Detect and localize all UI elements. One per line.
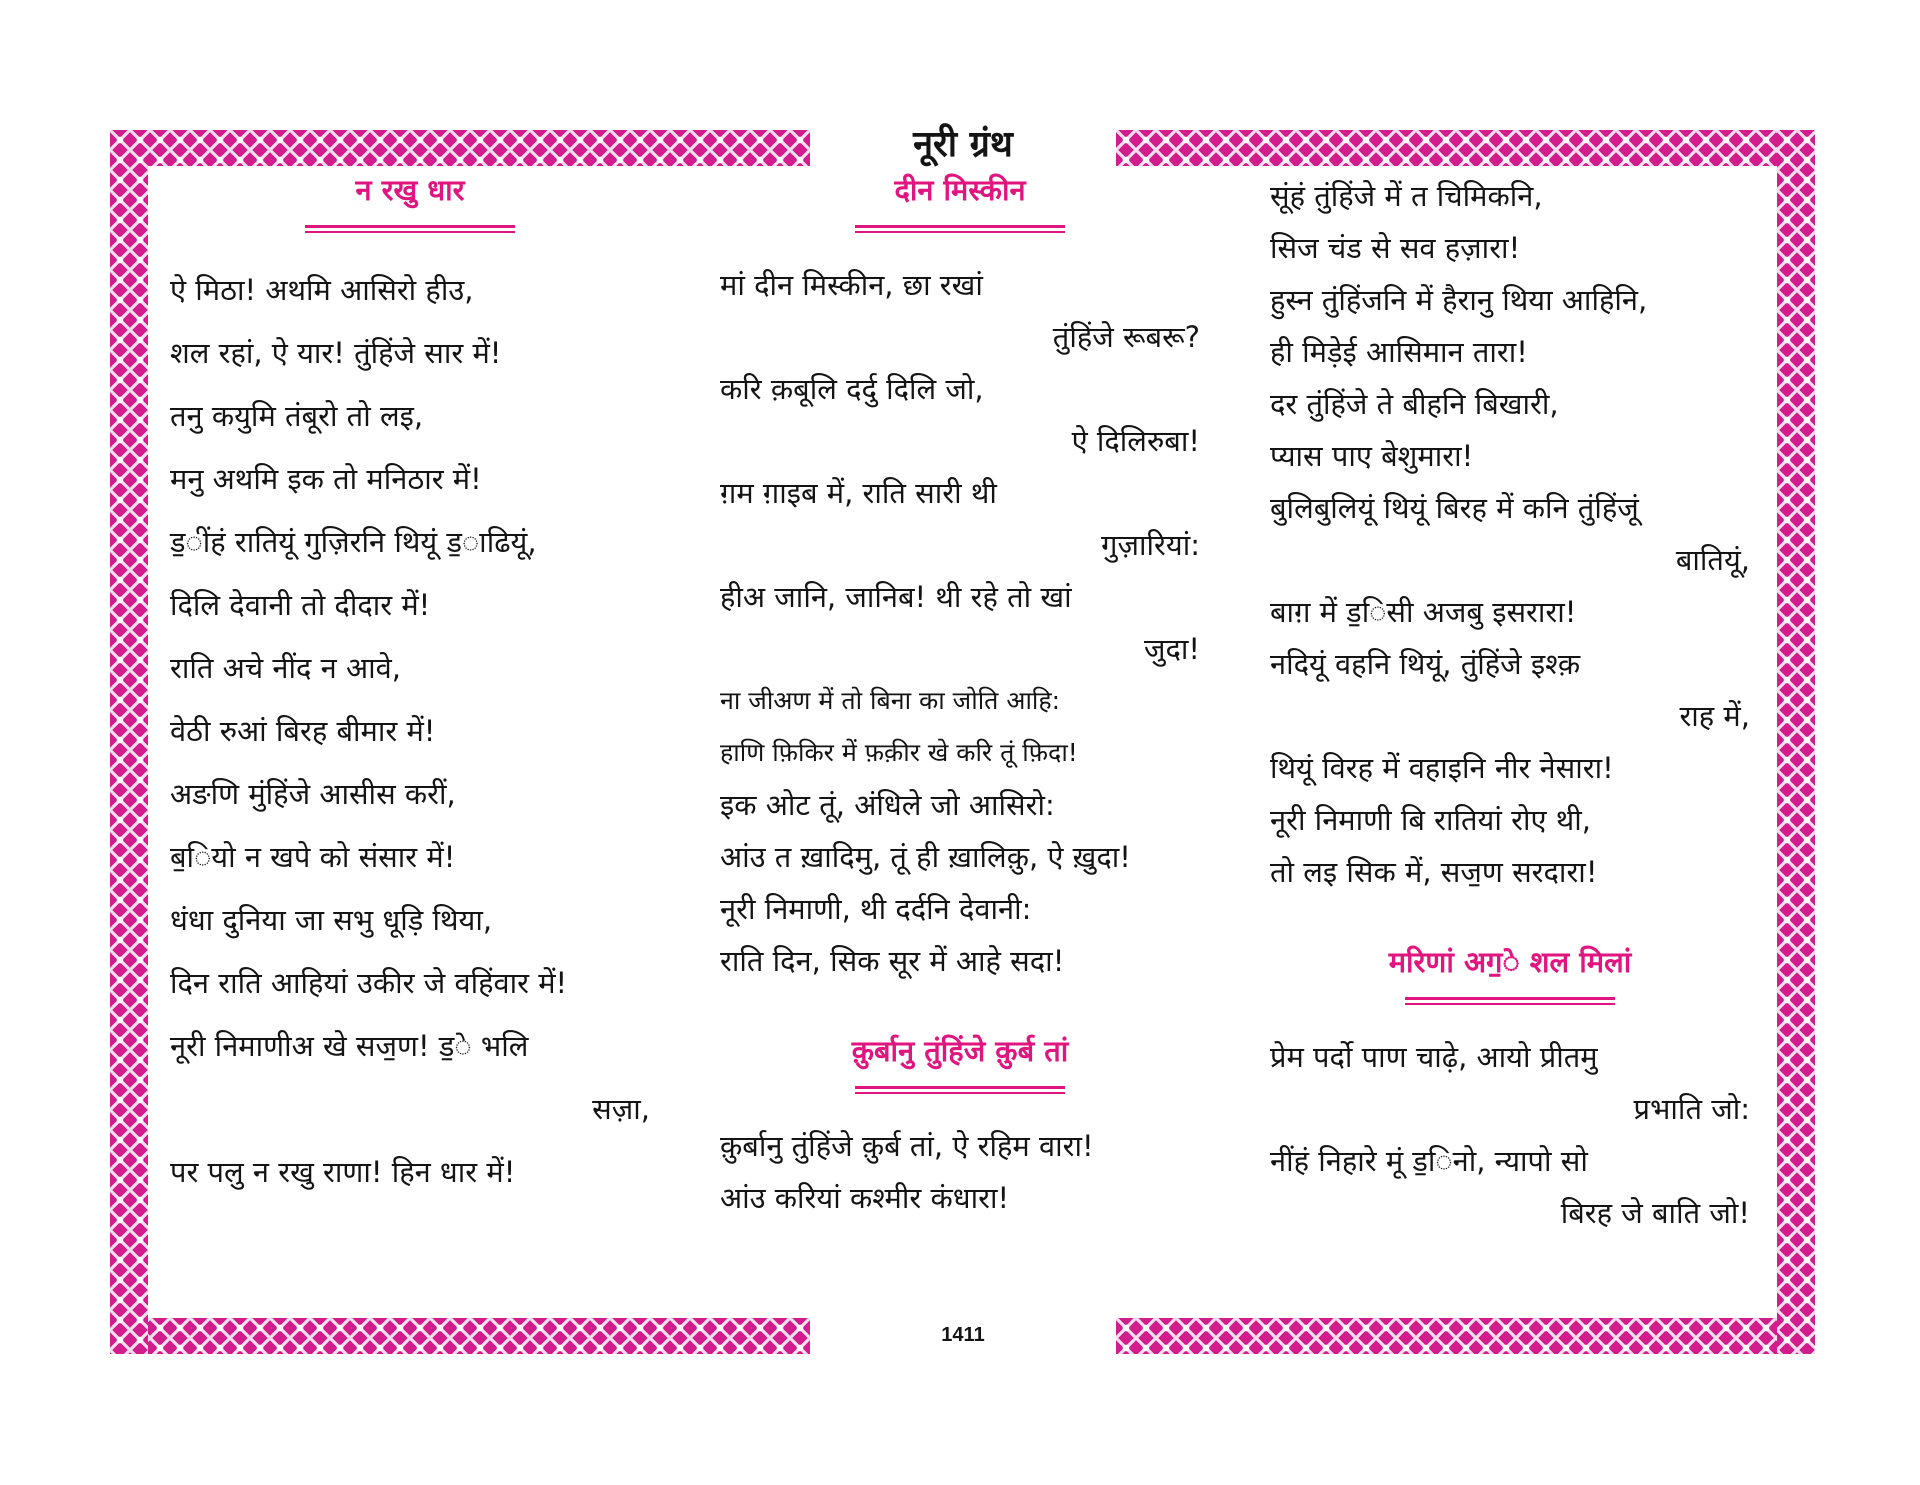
verse-line-continuation: बातियूं, <box>1675 543 1750 577</box>
verse-line: आंउ त ख़ादिमु, तूं ही ख़ालिक़ु, ऐ ख़ुदा! <box>720 840 1131 874</box>
decorative-border-top-left <box>110 130 810 166</box>
page-number: 1411 <box>941 1324 985 1346</box>
verse-line: ब॒ियो न खपे को संसार में! <box>170 840 456 874</box>
verse-line-continuation: बिरह जे बाति जो! <box>1560 1196 1750 1230</box>
verse-line: सूंहं तुंहिंजे में त चिमिकनि, <box>1270 179 1543 213</box>
verse-line: हुस्न तुंहिंजनि में हैरानु थिया आहिनि, <box>1270 283 1648 317</box>
title-underline <box>855 1086 1065 1094</box>
poem-title-1: न रखु धार <box>355 173 465 207</box>
verse-line: शल रहां, ऐ यार! तुंहिंजे सार में! <box>170 336 502 370</box>
verse-line: राति अचे नींद न आवे, <box>170 651 401 685</box>
verse-line: आंउ करियां कश्मीर कंधारा! <box>720 1181 1010 1215</box>
poem-title-4: मरिणां अग॒े शल मिलां <box>1388 945 1632 979</box>
decorative-border-left <box>110 130 148 1354</box>
verse-line: प्रेम पर्दो पाण चाढ़े, आयो प्रीतमु <box>1270 1040 1598 1074</box>
verse-line: तो लइ सिक में, सज॒ण सरदारा! <box>1270 855 1598 889</box>
title-underline <box>305 225 515 233</box>
verse-line: ही मिड़ेई आसिमान तारा! <box>1270 335 1528 369</box>
verse-line: इक ओट तूं, अंधिले जो आसिरो: <box>720 788 1055 822</box>
verse-line: तनु कयुमि तंबूरो तो लइ, <box>170 399 424 433</box>
poem-column-3 <box>1270 170 1750 1239</box>
verse-line-continuation: सज़ा, <box>592 1092 650 1126</box>
verse-line: ऐ मिठा! अथमि आसिरो हीउ, <box>170 273 474 307</box>
poem-title-3: क़ुर्बानु तुंहिंजे क़ुर्ब तां <box>851 1034 1069 1068</box>
verse-line: थियूं विरह में वहाइनि नीर नेसारा! <box>1270 751 1614 785</box>
verse-line: हाणि फ़िकिर में फ़क़ीर खे करि तूं फ़िदा! <box>720 738 1078 767</box>
verse-line: नींहं निहारे मूं ड॒िनो, न्यापो सो <box>1270 1144 1588 1178</box>
verse-line: ग़म ग़ाइब में, राति सारी थी <box>720 476 997 510</box>
verse-line-continuation: जुदा! <box>1143 632 1200 666</box>
verse-line-continuation: राह में, <box>1679 699 1750 733</box>
verse-line: दर तुंहिंजे ते बीहनि बिखारी, <box>1270 387 1559 421</box>
verse-line-continuation: प्रभाति जो: <box>1633 1092 1750 1126</box>
verse-line: दिलि देवानी तो दीदार में! <box>170 588 431 622</box>
verse-line: बुलिबुलियूं थियूं बिरह में कनि तुंहिंजूं <box>1270 491 1639 525</box>
verse-line: राति दिन, सिक सूर में आहे सदा! <box>720 944 1065 978</box>
verse-line: नदियूं वहनि थियूं, तुंहिंजे इश्क़ <box>1270 647 1581 681</box>
verse-line: मां दीन मिस्कीन, छा रखां <box>720 268 983 302</box>
verse-line: ना जीअण में तो बिना का जोति आहि: <box>720 686 1061 715</box>
verse-line: करि क़बूलि दर्दु दिलि जो, <box>720 372 984 406</box>
verse-line-continuation: तुंहिंजे रूबरू? <box>1052 320 1200 354</box>
verse-line: नूरी निमाणीअ खे सज॒ण! ड॒े भलि <box>170 1029 529 1063</box>
decorative-border-bottom-right <box>1116 1318 1815 1354</box>
verse-line-continuation: ऐ दिलिरुबा! <box>1071 424 1200 458</box>
verse-line: नूरी निमाणी, थी दर्दनि देवानी: <box>720 892 1032 926</box>
verse-line: अङणि मुंहिंजे आसीस करीं, <box>170 777 456 811</box>
title-underline <box>1405 997 1615 1005</box>
verse-line: वेठी रुआं बिरह बीमार में! <box>170 714 436 748</box>
verse-line: पर पलु न रखु राणा! हिन धार में! <box>170 1155 516 1189</box>
verse-line: बाग़ में ड॒िसी अजबु इसरारा! <box>1270 595 1577 629</box>
verse-line: सिज चंड से सव हज़ारा! <box>1270 231 1521 265</box>
decorative-border-top-right <box>1116 130 1815 166</box>
poem-column-1 <box>170 170 650 1204</box>
title-underline <box>855 225 1065 233</box>
verse-line-continuation: गुज़ारियां: <box>1101 528 1200 562</box>
verse-line: दिन राति आहियां उकीर जे वहिंवार में! <box>170 966 568 1000</box>
poem-title-2: दीन मिस्कीन <box>894 173 1026 207</box>
verse-line: हीअ जानि, जानिब! थी रहे तो खां <box>720 580 1072 614</box>
verse-line: मनु अथमि इक तो मनिठार में! <box>170 462 482 496</box>
poem-column-2 <box>720 170 1200 1224</box>
book-title: नूरी ग्रंथ <box>913 124 1013 165</box>
decorative-border-right <box>1777 130 1815 1354</box>
verse-line: प्यास पाए बेशुमारा! <box>1270 439 1474 473</box>
verse-line: क़ुर्बानु तुंहिंजे क़ुर्ब तां, ऐ रहिम वारा! <box>720 1129 1094 1163</box>
verse-line: धंधा दुनिया जा सभु धूड़ि थिया, <box>170 903 493 937</box>
decorative-border-bottom-left <box>110 1318 810 1354</box>
verse-line: नूरी निमाणी बि रातियां रोए थी, <box>1270 803 1591 837</box>
verse-line: ड॒ींहं रातियूं गुज़िरनि थियूं ड॒ाढियूं, <box>170 525 537 559</box>
